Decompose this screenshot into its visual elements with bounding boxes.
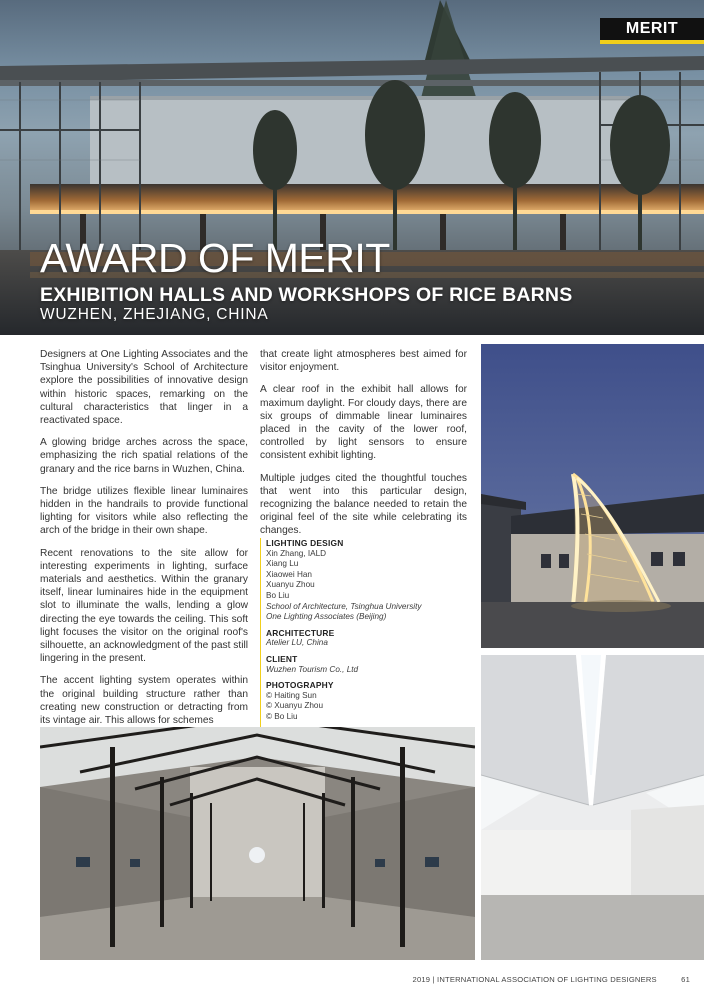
paragraph: that create light atmospheres best aimed for visitor enjoyment. bbox=[260, 349, 467, 374]
credit-org: School of Architecture, Tsinghua University bbox=[266, 601, 422, 611]
credits-box bbox=[260, 538, 467, 728]
glowing-bridge-illustration bbox=[481, 344, 704, 648]
footer-organization: INTERNATIONAL ASSOCIATION OF LIGHTING DESIGNERS bbox=[437, 975, 657, 984]
credit-heading: LIGHTING DESIGN bbox=[266, 538, 344, 548]
heading-block bbox=[40, 236, 572, 324]
exhibit-hall-photo bbox=[481, 655, 704, 960]
white-gallery-illustration bbox=[481, 655, 704, 960]
credit-lighting-design bbox=[266, 538, 467, 623]
credit-org: Atelier LU, China bbox=[266, 638, 328, 648]
paragraph: Designers at One Lighting Associates and the Tsinghua University's School of Architecture explore the possibilities of innovative design within historic spaces, remarking on the cultural characteristics that linger in a reactivated space. bbox=[40, 349, 248, 427]
footer-year: 2019 bbox=[412, 975, 431, 984]
page-number: 61 bbox=[681, 975, 690, 984]
credit-org: One Lighting Associates (Beijing) bbox=[266, 612, 387, 622]
credit-name: Xin Zhang, IALD bbox=[266, 548, 327, 558]
credit-name: Xiang Lu bbox=[266, 559, 299, 569]
body-column-1 bbox=[40, 348, 248, 736]
credit-name: © Bo Liu bbox=[266, 711, 298, 721]
award-title: AWARD OF MERIT bbox=[40, 235, 390, 281]
project-title: EXHIBITION HALLS AND WORKSHOPS OF RICE BARNS bbox=[40, 284, 573, 306]
credit-name: Bo Liu bbox=[266, 590, 290, 600]
bridge-photo bbox=[481, 344, 704, 648]
paragraph: A clear roof in the exhibit hall allows for maximum daylight. For cloudy days, there are six groups of dimmable linear luminaires placed in the cavity of the lower roof, controlled by light sensors to ensure consistent exhibit lighting. bbox=[260, 384, 467, 462]
credit-name: Xiaowei Han bbox=[266, 569, 312, 579]
credit-heading: CLIENT bbox=[266, 653, 298, 664]
granary-hall-illustration bbox=[40, 727, 475, 960]
credit-name: © Haiting Sun bbox=[266, 690, 317, 700]
credit-name: Xuanyu Zhou bbox=[266, 580, 315, 590]
credit-heading: ARCHITECTURE bbox=[266, 627, 335, 638]
credit-heading: PHOTOGRAPHY bbox=[266, 680, 334, 691]
credit-client bbox=[266, 654, 467, 675]
paragraph: A glowing bridge arches across the space, emphasizing the rich spatial relations of the granary and the rice barns in Wuzhen, China. bbox=[40, 437, 248, 475]
paragraph: The accent lighting system operates within the original building structure rather than creating new construction or detracting from its vintage air. This allows for schemes bbox=[40, 675, 248, 727]
paragraph: Recent renovations to the site allow for interesting experiments in lighting, surface materials and aesthetics. Within the granary itself, linear luminaires hide in the equipment slot to illuminate the walls, lending a glow directing the eye towards the ceiling. This soft light focuses the visitor on the original roof's silhouette, an acknowledgment of the past still lingering in the present. bbox=[40, 547, 248, 665]
credit-photography bbox=[266, 680, 467, 722]
hall-interior-photo bbox=[40, 727, 475, 960]
credit-org: Wuzhen Tourism Co., Ltd bbox=[266, 664, 359, 674]
credit-architecture bbox=[266, 628, 467, 649]
credit-name: © Xuanyu Zhou bbox=[266, 701, 324, 711]
body-column-2 bbox=[260, 348, 467, 547]
project-location: WUZHEN, ZHEJIANG, CHINA bbox=[40, 306, 269, 323]
section-tab: MERIT bbox=[600, 18, 704, 44]
paragraph: The bridge utilizes flexible linear luminaires hidden in the handrails to provide functional lighting for visitors while also reflecting the arch of the bridge in their own shape. bbox=[40, 485, 248, 537]
page-footer: 2019 | INTERNATIONAL ASSOCIATION OF LIGHTING DESIGNERS 61 bbox=[412, 975, 690, 984]
paragraph: Multiple judges cited the thoughtful touches that went into this particular design, recognizing the balance needed to retain the original feel of the site while celebrating its changes. bbox=[260, 472, 467, 537]
